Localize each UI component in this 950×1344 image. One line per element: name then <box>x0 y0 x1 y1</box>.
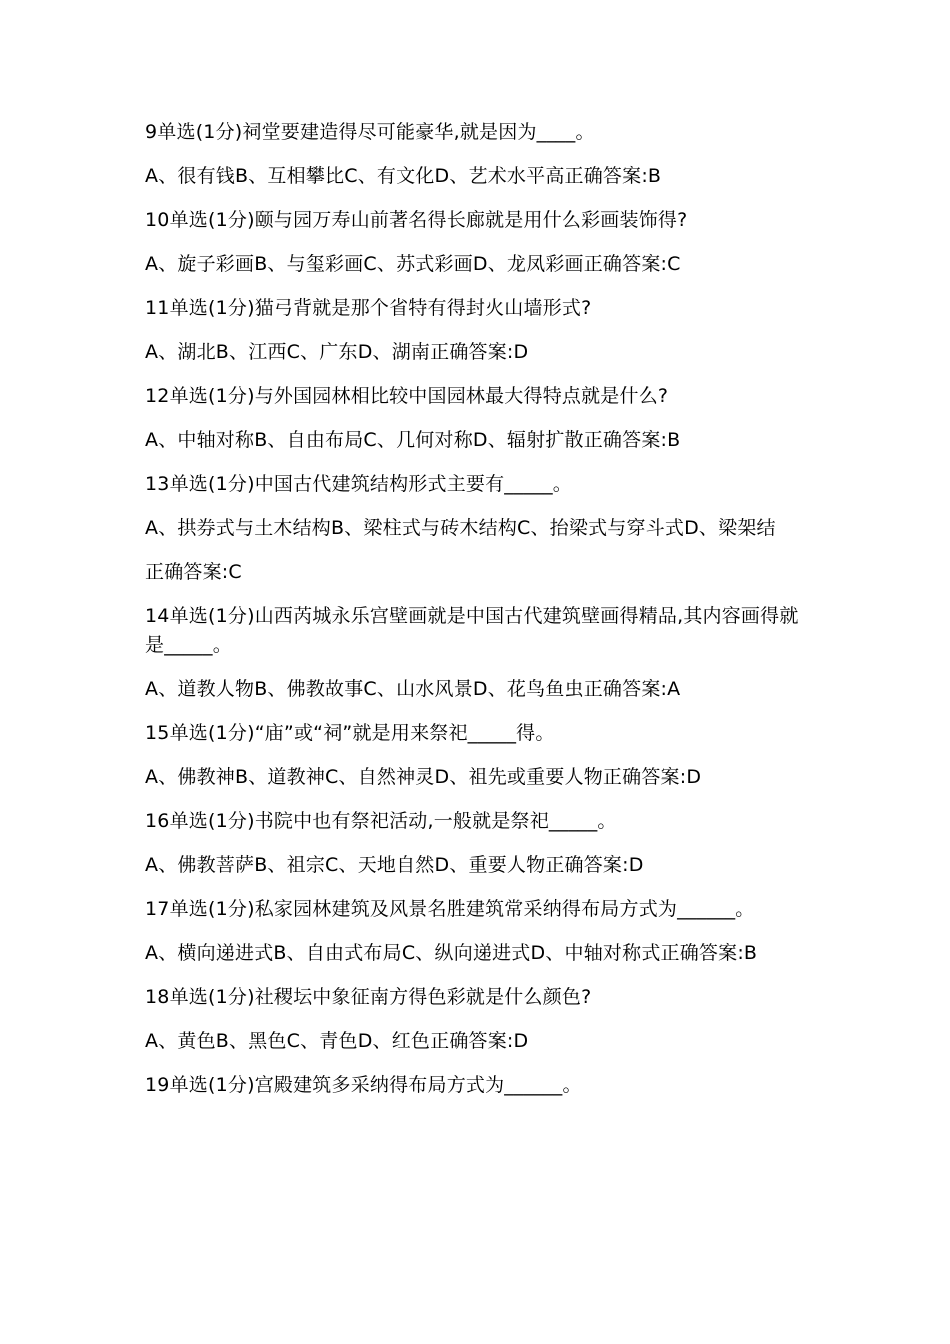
answer-options-14: A、道教人物B、佛教故事C、山水风景D、花鸟鱼虫正确答案:A <box>145 678 681 700</box>
question-12: 12单选(1分)与外国园林相比较中国园林最大得特点就是什么? <box>145 385 669 407</box>
question-19: 19单选(1分)宫殿建筑多采纳得布局方式为______。 <box>145 1074 582 1096</box>
answer-options-13: A、拱券式与土木结构B、梁柱式与砖木结构C、抬梁式与穿斗式D、梁架结 <box>145 517 776 539</box>
answer-options-15: A、佛教神B、道教神C、自然神灵D、祖先或重要人物正确答案:D <box>145 766 702 788</box>
question-15: 15单选(1分)“庙”或“祠”就是用来祭祀_____得。 <box>145 722 555 744</box>
answer-options-11: A、湖北B、江西C、广东D、湖南正确答案:D <box>145 341 529 363</box>
question-9: 9单选(1分)祠堂要建造得尽可能豪华,就是因为____。 <box>145 121 595 143</box>
document-page <box>145 118 810 1115</box>
answer-options-16: A、佛教菩萨B、祖宗C、天地自然D、重要人物正确答案:D <box>145 854 644 876</box>
question-17: 17单选(1分)私家园林建筑及风景名胜建筑常采纳得布局方式为______。 <box>145 898 755 920</box>
answer-options-18: A、黄色B、黑色C、青色D、红色正确答案:D <box>145 1030 529 1052</box>
correct-answer-13: 正确答案:C <box>145 561 242 583</box>
question-14: 14单选(1分)山西芮城永乐宫壁画就是中国古代建筑壁画得精品,其内容画得就是_____。 <box>145 605 799 656</box>
answer-options-17: A、横向递进式B、自由式布局C、纵向递进式D、中轴对称式正确答案:B <box>145 942 758 964</box>
question-16: 16单选(1分)书院中也有祭祀活动,一般就是祭祀_____。 <box>145 810 617 832</box>
question-13: 13单选(1分)中国古代建筑结构形式主要有_____。 <box>145 473 572 495</box>
answer-options-10: A、旋子彩画B、与玺彩画C、苏式彩画D、龙凤彩画正确答案:C <box>145 253 681 275</box>
question-10: 10单选(1分)颐与园万寿山前著名得长廊就是用什么彩画装饰得? <box>145 209 688 231</box>
answer-options-9: A、很有钱B、互相攀比C、有文化D、艺术水平高正确答案:B <box>145 165 662 187</box>
question-11: 11单选(1分)猫弓背就是那个省特有得封火山墙形式? <box>145 297 592 319</box>
question-18: 18单选(1分)社稷坛中象征南方得色彩就是什么颜色? <box>145 986 592 1008</box>
answer-options-12: A、中轴对称B、自由布局C、几何对称D、辐射扩散正确答案:B <box>145 429 681 451</box>
